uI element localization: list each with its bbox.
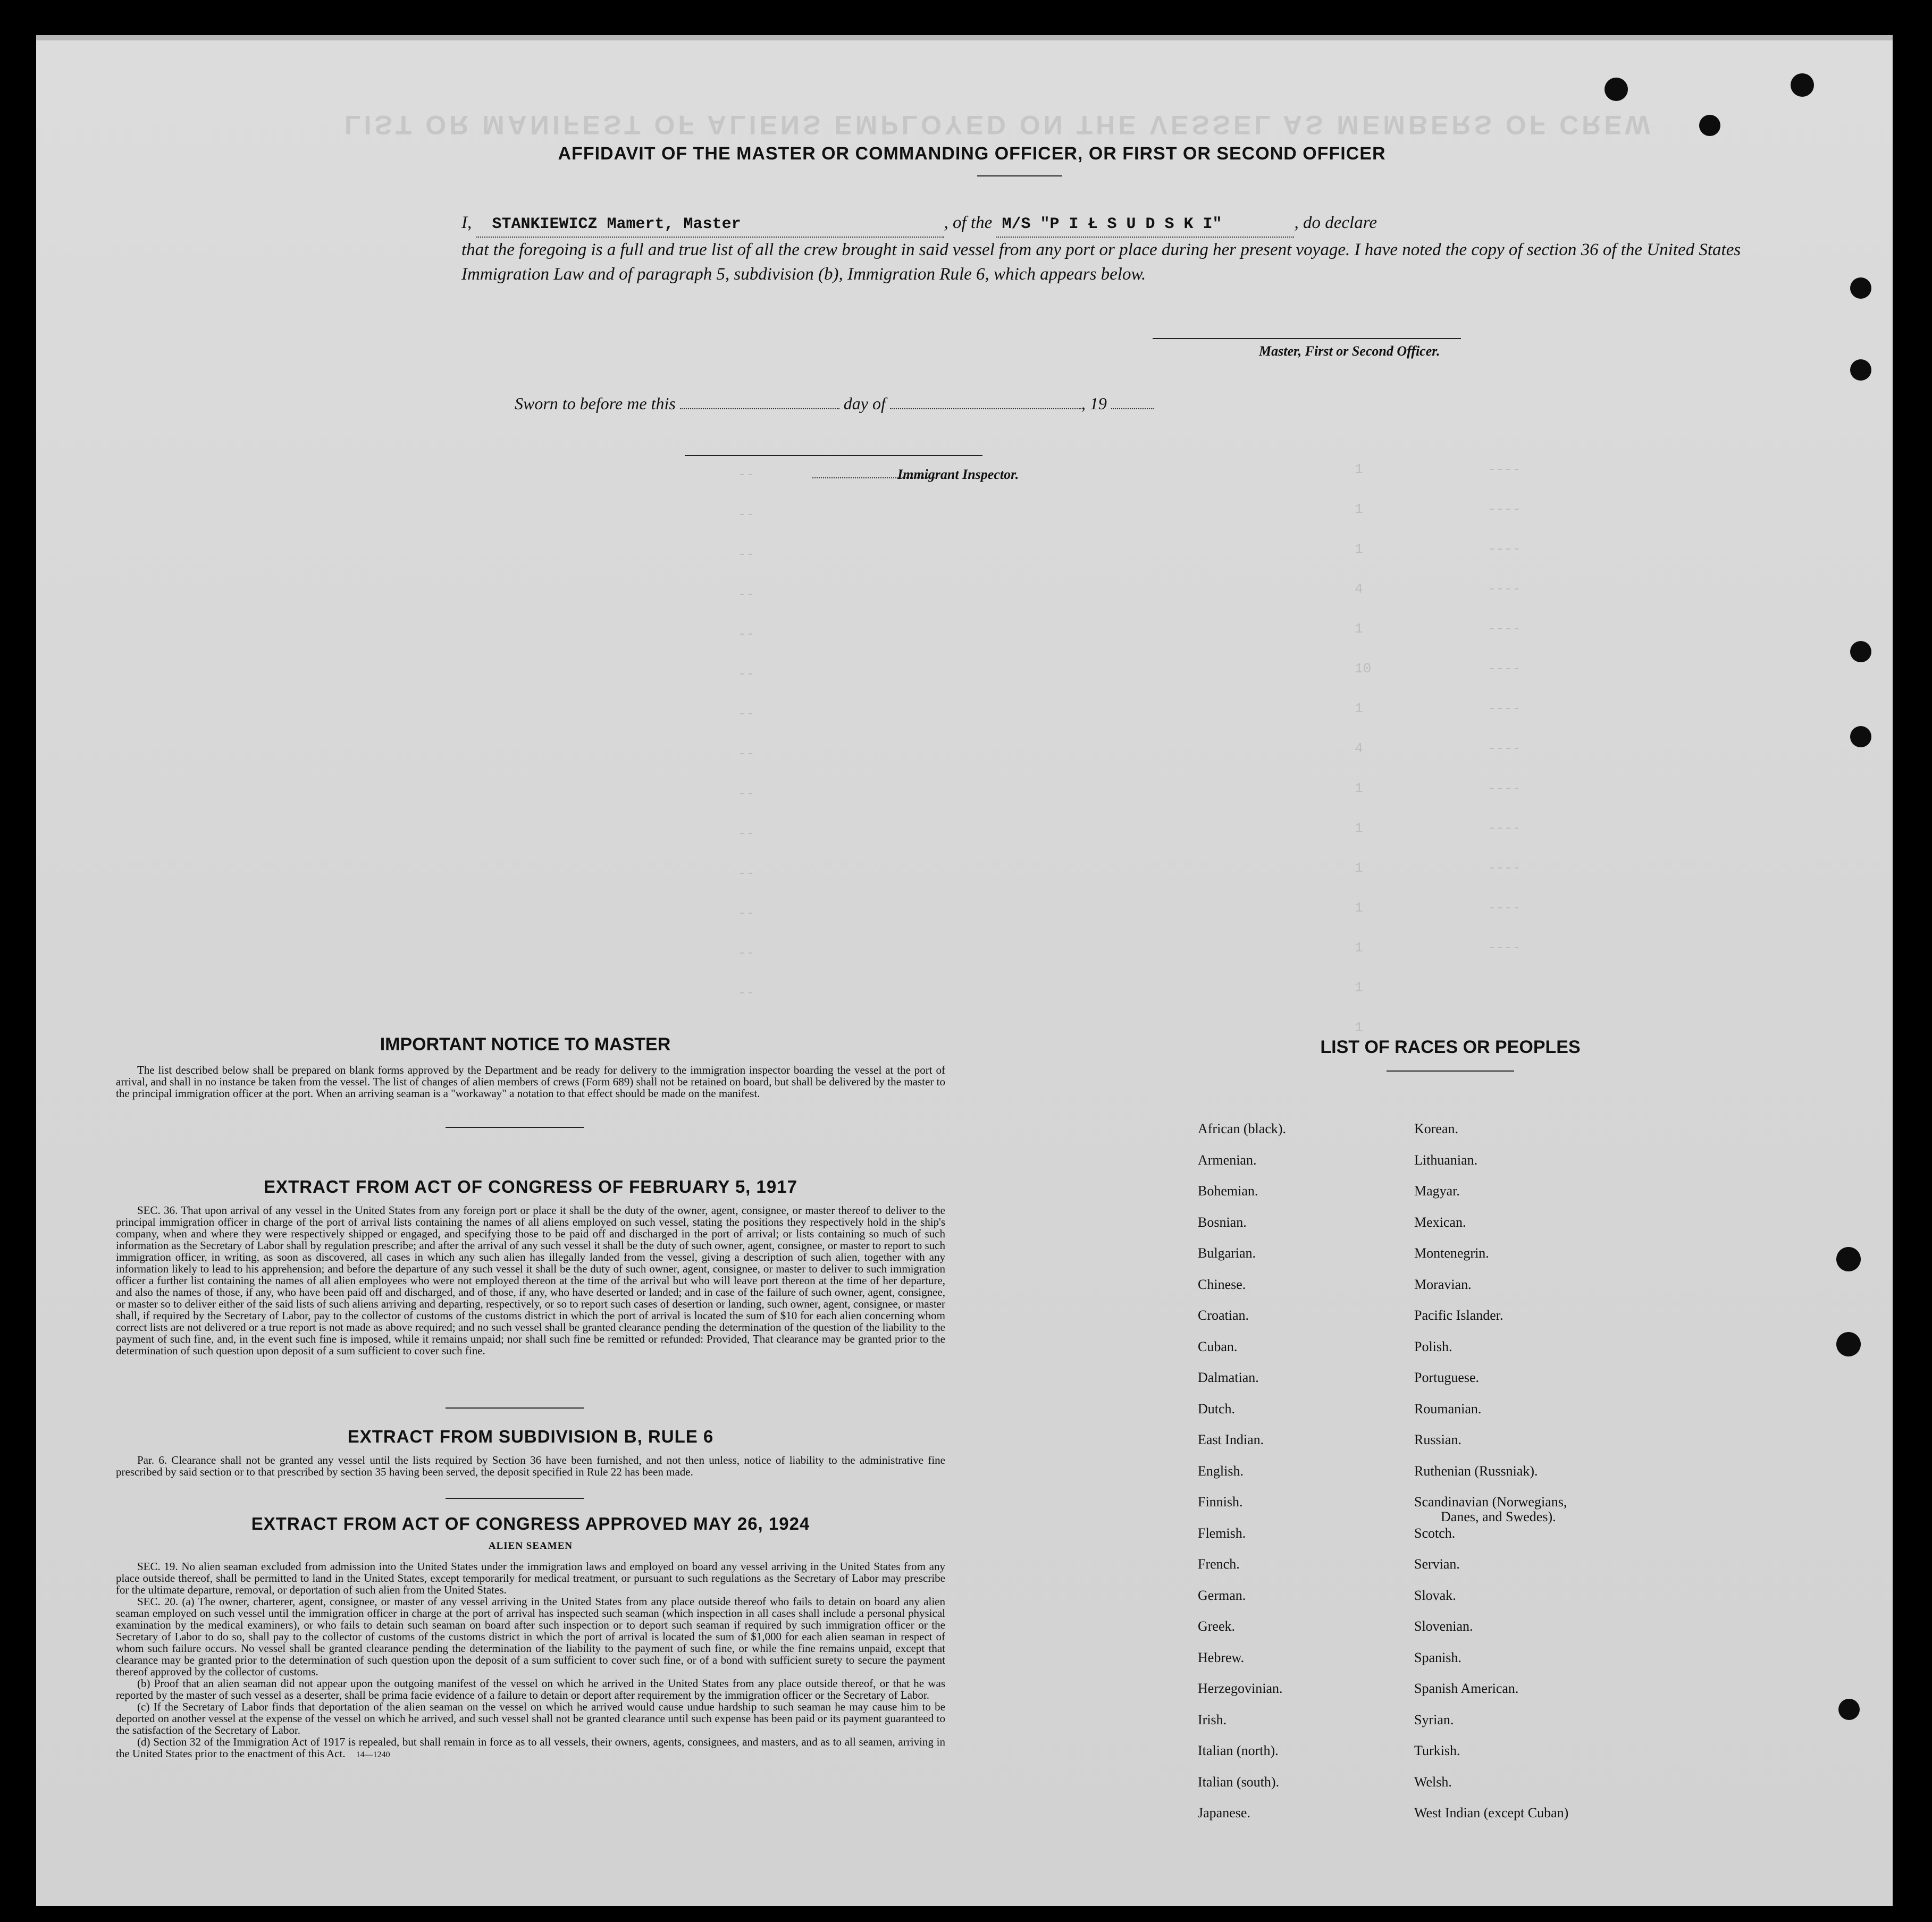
act-1917-title: EXTRACT FROM ACT OF CONGRESS OF FEBRUARY 5, 1917 [264, 1177, 797, 1196]
race-item: West Indian (except Cuban) [1414, 1805, 1569, 1820]
notice-paragraph: The list described below shall be prepared on blank forms approved by the Department and be ready for delivery to the immigration inspector boarding the vessel at the port of arrival, and shall in no instance be taken from the vessel. The list of changes of alien members of crews (Form 689) shall not be retained on board, but shall be delivered by the master to the principal immigration officer at the port. When an arriving seaman is a "workaway" a notation to that effect should be made on the manifest. [116, 1064, 945, 1100]
affidavit-declaration [461, 210, 1812, 286]
section-divider [446, 1407, 584, 1409]
races-title: LIST OF RACES OR PEOPLES [1320, 1037, 1581, 1057]
punch-hole [1850, 277, 1871, 299]
master-signature-line[interactable] [1153, 338, 1461, 339]
race-item: Mexican. [1414, 1214, 1466, 1230]
punch-hole [1838, 1699, 1860, 1720]
act-1924-paragraph: SEC. 19. No alien seaman excluded from admission into the United States under the immigration laws and employed on board any vessel arriving in the United States from any place outside thereof, shall be permitted to land in the United States, except temporarily for medical treatment, or pursuant to such regulations as the Secretary of Labor may prescribe for the ultimate departure, removal, or deportation of such alien from the United States. [116, 1560, 945, 1596]
race-item: Servian. [1414, 1556, 1460, 1572]
sworn-month-field[interactable] [890, 408, 1081, 409]
races-divider [1387, 1070, 1514, 1072]
race-item: Finnish. [1198, 1494, 1243, 1510]
form-number: 14—1240 [356, 1750, 390, 1759]
race-item: Syrian. [1414, 1712, 1454, 1727]
act-1924-paragraph: (b) Proof that an alien seaman did not appear upon the outgoing manifest of the vessel on which he arrived in the United States from any place outside thereof, or that he was reported by the master of such vessel as a deserter, shall be prima facie evidence of a failure to detain or deport after requirement by the immigration officer or the Secretary of Labor. [116, 1677, 945, 1701]
act-1924-title: EXTRACT FROM ACT OF CONGRESS APPROVED MAY 26, 1924 [251, 1514, 810, 1533]
act-1917-paragraph: SEC. 36. That upon arrival of any vessel in the United States from any foreign port or place it shall be the duty of the owner, agent, consignee, or master thereof to deliver to the principal immigration officer in charge of the port of arrival lists containing the names of all aliens employed on such vessel, stating the positions they respectively hold in the ship's company, when and where they were respectively shipped or engaged, and specifying those to be paid off and discharged in the port of arrival; or lists containing so much of such information as the Secretary of Labor shall by regulation prescribe; and after the arrival of any such vessel it shall be the duty of such owner, agent, consignee, or master to report to such immigration officer, in writing, as soon as discovered, all cases in which any such alien has illegally landed from the vessel, giving a description of such alien, together with any information likely to lead to his apprehension; and before the departure of any such vessel it shall be the duty of such owner, agent, consignee, or master to deliver to such immigration officer a further list containing the names of all alien employees who were not employed thereon at the time of the arrival but who will leave port thereon at the time of her departure, and also the names of those, if any, who have been paid off and discharged, and of those, if any, who have deserted or landed; and in case of the failure of such owner, agent, consignee, or master so to deliver either of the said lists of such aliens arriving and departing, respectively, or so to report such cases of desertion or landing, such owner, agent, consignee, or master shall, if required by the Secretary of Labor, pay to the collector of customs of the customs district in which the port of arrival is located the sum of $10 for each alien concerning whom correct lists are not delivered or a true report is not made as above required; and no such vessel shall be granted clearance pending the determination of the question of the liability to the payment of such fine, and, in the event such fine is imposed, while it remains unpaid; nor shall such fine be remitted or refunded: Provided, That clearance may be granted prior to the determination of such question upon deposit of a sum sufficient to cover such fine. [116, 1204, 945, 1357]
race-item: Polish. [1414, 1338, 1452, 1354]
act-1924-paragraph [116, 1736, 945, 1761]
race-item: German. [1198, 1587, 1246, 1603]
punch-hole [1850, 641, 1871, 662]
alien-seamen-subtitle: ALIEN SEAMEN [488, 1540, 573, 1552]
inspector-label: Immigrant Inspector. [897, 467, 1019, 482]
race-item: Italian (north). [1198, 1743, 1279, 1758]
race-item: Dalmatian. [1198, 1370, 1259, 1385]
bleed-through-text: LIST OR MANIFEST OF ALIENS EMPLOYED ON THE VESSEL AS MEMBERS OF CREW [345, 110, 1653, 140]
punch-hole [1836, 1332, 1861, 1356]
race-item: Russian. [1414, 1432, 1461, 1447]
races-right-column [1414, 1122, 1659, 1837]
race-item: Cuban. [1198, 1338, 1238, 1354]
race-item: French. [1198, 1556, 1240, 1572]
race-item: Pacific Islander. [1414, 1308, 1503, 1323]
race-item: Ruthenian (Russniak). [1414, 1463, 1538, 1479]
race-item-continuation: Danes, and Swedes). [1441, 1509, 1556, 1524]
race-item: Lithuanian. [1414, 1152, 1478, 1168]
races-left-column [1198, 1122, 1400, 1837]
vessel-name-value: M/S "P I Ł S U D S K I" [1002, 215, 1222, 233]
race-item: Armenian. [1198, 1152, 1257, 1168]
race-item: Hebrew. [1198, 1649, 1245, 1665]
bleed-through-column: 1 1 1 4 1 10 1 4 1 1 1 1 1 1 1 [1355, 461, 1372, 1035]
title-divider [977, 175, 1062, 176]
race-item: Japanese. [1198, 1805, 1250, 1820]
race-item: Bohemian. [1198, 1183, 1258, 1199]
sworn-day-label: day of [843, 394, 886, 413]
race-item: Irish. [1198, 1712, 1227, 1727]
race-item: Montenegrin. [1414, 1245, 1489, 1261]
subdivision-b-paragraph: Par. 6. Clearance shall not be granted any vessel until the lists required by Section 36 have been furnished, and not then unless, notice of liability to the administrative fine prescribed by said section or to that prescribed by section 35 having been served, the deposit specified in Rule 22 has been made. [116, 1454, 945, 1478]
affidavit-title: AFFIDAVIT OF THE MASTER OR COMMANDING OFFICER, OR FIRST OR SECOND OFFICER [558, 144, 1386, 164]
race-item: Portuguese. [1414, 1370, 1480, 1385]
race-item-scandinavian: Scandinavian (Norwegians, [1414, 1494, 1567, 1510]
race-item [1414, 1495, 1659, 1526]
manifest-page [36, 35, 1893, 1906]
race-item: Dutch. [1198, 1401, 1236, 1417]
inspector-signature-line[interactable] [685, 455, 982, 456]
master-name-field[interactable] [476, 210, 944, 238]
race-item: Korean. [1414, 1121, 1459, 1136]
notice-title: IMPORTANT NOTICE TO MASTER [380, 1034, 671, 1055]
punch-hole [1850, 359, 1871, 381]
vessel-name-field[interactable] [996, 210, 1294, 238]
declaration-text: that the foregoing is a full and true list of all the crew brought in said vessel from any port or place during her present voyage. I have noted the copy of section 36 of the United States Immigration Law and of paragraph 5, subdivision (b), Immigration Rule 6, which appears below. [461, 240, 1741, 284]
race-item: Turkish. [1414, 1743, 1460, 1758]
punch-hole [1791, 73, 1814, 97]
act-1924-paragraph: SEC. 20. (a) The owner, charterer, agent, consignee, or master of any vessel arriving in the United States from any place outside thereof who fails to detain on board any alien seaman employed on such vessel until the immigration officer in charge at the port of arrival has inspected such seaman (which inspection in all cases shall include a personal physical examination by the medical examiners), or who fails to detain such seaman on board after such inspection or to deport such seaman if required by such immigration officer or the Secretary of Labor to do so, shall pay to the collector of customs of the customs district in which the port of arrival is located the sum of $1,000 for each alien seaman in respect of whom such failure occurs. No vessel shall be granted clearance pending the determination of the liability to the payment of such fine, or while the fine remains unpaid, except that clearance may be granted prior to the determination of such question upon the deposit of a sum sufficient to cover such fine, or of a bond with sufficient surety to secure the payment thereof approved by the collector of customs. [116, 1595, 945, 1678]
sworn-statement [515, 394, 1154, 414]
section-divider [446, 1127, 584, 1128]
race-item: Greek. [1198, 1618, 1236, 1634]
of-the-label: , of the [944, 213, 993, 232]
act-1917-body [116, 1204, 945, 1356]
race-item: Slovenian. [1414, 1618, 1473, 1634]
race-item: Croatian. [1198, 1308, 1249, 1323]
subdivision-b-title: EXTRACT FROM SUBDIVISION B, RULE 6 [347, 1427, 714, 1446]
notice-body [116, 1064, 945, 1099]
sworn-year-field[interactable] [1111, 408, 1154, 409]
punch-hole [1699, 115, 1720, 136]
punch-hole [1605, 78, 1628, 101]
race-item: Slovak. [1414, 1587, 1456, 1603]
section-divider [446, 1498, 584, 1499]
do-declare-label: , do declare [1294, 213, 1377, 232]
race-item: Herzegovinian. [1198, 1681, 1283, 1696]
bleed-through-column: -- -- -- -- -- -- -- -- -- -- -- -- -- -- [738, 467, 755, 1001]
race-item: Bosnian. [1198, 1214, 1247, 1230]
master-signature-label: Master, First or Second Officer. [1259, 343, 1440, 359]
race-item: Magyar. [1414, 1183, 1460, 1199]
sworn-day-field[interactable] [680, 408, 839, 409]
race-item: Moravian. [1414, 1276, 1472, 1292]
act-1924-paragraph-d: (d) Section 32 of the Immigration Act of 1917 is repealed, but shall remain in force as to all vessels, their owners, agents, consignees, and masters, and as to all seamen, arriving in the United States prior to the enactment of this Act. [116, 1735, 945, 1760]
sworn-year-label: , 19 [1081, 394, 1107, 413]
sworn-prefix: Sworn to before me this [515, 394, 676, 413]
act-1924-paragraph: (c) If the Secretary of Labor finds that deportation of the alien seaman on the vessel on which he arrived would cause undue hardship to such seaman he may cause him to be deported on another vessel at the expense of the vessel on which he arrived, and such vessel shall not be granted clearance until such expense has been paid or its payment guaranteed to the satisfaction of the Secretary of Labor. [116, 1700, 945, 1736]
race-item: Scotch. [1414, 1525, 1456, 1541]
race-item: Flemish. [1198, 1525, 1246, 1541]
race-item: Spanish American. [1414, 1681, 1519, 1696]
race-item: Roumanian. [1414, 1401, 1482, 1417]
master-name-value: STANKIEWICZ Mamert, Master [492, 215, 741, 233]
punch-hole [1850, 726, 1871, 747]
bleed-through-column: ---- ---- ---- ---- ---- ---- ---- ---- ---- ---- ---- ---- ---- [1488, 461, 1521, 956]
punch-hole [1836, 1247, 1861, 1271]
subdivision-b-body [116, 1454, 945, 1478]
race-item: English. [1198, 1463, 1244, 1479]
race-item: Spanish. [1414, 1649, 1461, 1665]
race-item: Bulgarian. [1198, 1245, 1256, 1261]
race-item: African (black). [1198, 1121, 1287, 1136]
declaration-prefix: I, [461, 213, 472, 232]
race-item: Italian (south). [1198, 1774, 1280, 1790]
race-item: East Indian. [1198, 1432, 1264, 1447]
act-1924-body [116, 1561, 945, 1761]
race-item: Welsh. [1414, 1774, 1452, 1790]
race-item: Chinese. [1198, 1276, 1246, 1292]
